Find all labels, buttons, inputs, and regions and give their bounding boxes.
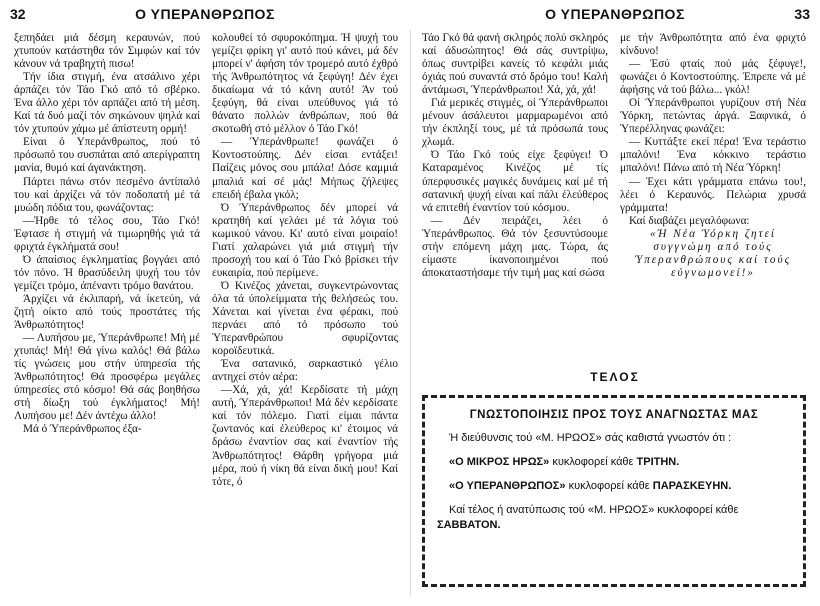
notice-line bbox=[437, 503, 791, 533]
paragraph: Πάρτει πάνω στόν πεσμένο άντίπαλό του καί άρχίζει νά τόν ποδοπατή μέ τά μυώδη πόδια του, φωνάζοντας: bbox=[14, 175, 200, 214]
notice-title: ΓΝΩΣΤΟΠΟΙΗΣΙΣ ΠΡΟΣ ΤΟΥΣ ΑΝΑΓΝΩΣΤΑΣ ΜΑΣ bbox=[469, 409, 759, 421]
paragraph: Ό Ύπεράνθρωπος δέν μπορεί νά κρατηθή καί γελάει μέ τά λόγια τού κωμικού νάνου. Κι' αυτό είναι μοιραίο! Γιατί χαλαρώνει γιά μιά στιγμή τήν προσοχή του καί ό Τάο Γκό βρίσκει τήν ευκαιρία, πού περίμενε. bbox=[212, 201, 398, 279]
paragraph: — Έχει κάτι γράμματα επάνω του!, λέει ό Κεραυνός. Πελώρια χρυσά γράμματα! bbox=[620, 175, 806, 214]
publication-day: ΠΑΡΑΣΚΕΥΗΝ. bbox=[652, 480, 732, 492]
paragraph: Ό Κινέζος χάνεται, συγκεντρώνοντας όλα τά ύπολείμματα τής θελήσεώς του. Χάνεται καί γίνεται ένα φέρακι, πού περνάει από τό πρόσωπο τού Ύπερανθρώπου σφυρίζοντας κοροϊδευτικά. bbox=[212, 279, 398, 358]
right-column-1 bbox=[422, 32, 608, 364]
paragraph: Τήν ίδια στιγμή, ένα ατσάλινο χέρι άρπάζει τόν Τάο Γκό από τό σβέρκο. Ένα άλλο χέρι τόν αρπάζει από τή μέση. Καί τά δυό μαζί τόν σηκώνουν ψηλά καί τόν χτυπούν χάμω μέ άπίστευτη ορμή! bbox=[14, 71, 200, 136]
left-column-2 bbox=[212, 32, 398, 489]
notice-line bbox=[437, 479, 791, 494]
paragraph: Ένα σατανικό, σαρκαστικό γέλιο αντηχεί στόν αέρα: bbox=[212, 358, 398, 384]
paragraph: κολουθεί τό σφυροκόπημα. Ή ψυχή του γεμίζει φρίκη γι' αυτό πού κάνει, μά δέν μπορεί ν' άφήση τόν τρομερό αυτό έχθρό τής Άνθρωπότητος νά ξεφύγη! Δέν έχει δικαίωμα νά τό κάνη αυτό! Άν τού ξεφύγη, θά είναι υπεύθυνος γιά τό θάνατο πολλών άνθρώπων, πού θά σκοτωθή στό μέλλον ό Τάο Γκό! bbox=[212, 32, 398, 136]
publication-day: ΤΡΙΤΗΝ. bbox=[636, 456, 680, 468]
paragraph: — Δέν πειράζει, λέει ό Ύπεράνθρωπος. Θά τόν ξεσυντύσουμε στήν επόμενη μάχη μας. Τώρα, άς είμαστε ίκανοποιημένοι πού άποκαταστήσαμε τήν τιμή μας καί σώσα bbox=[422, 214, 608, 279]
reader-notice-box bbox=[422, 395, 806, 587]
left-page-number: 32 bbox=[10, 6, 26, 22]
paragraph: Οί Ύπεράνθρωποι γυρίζουν στή Νέα Ύόρκη, πετώντας άργά. Ξαφνικά, ό Ύπερέλληνας φωνάζει: bbox=[620, 97, 806, 136]
right-page-number: 33 bbox=[794, 6, 810, 22]
notice-text: κυκλοφορεί κάθε bbox=[552, 456, 634, 468]
publication-title: «Ο ΜΙΚΡΟΣ ΗΡΩΣ» bbox=[449, 456, 550, 468]
paragraph: — Λυπήσου με, Ύπεράνθρωπε! Μή μέ χτυπάς! Μή! Θά γίνω καλός! Θά βάλω τίς γνώσεις μου στήν ύπηρεσία τής Άνθρωπότητος! Θά προσφέρω μεγάλες ύπηρεσίες στό κόσμο! Θά σάς βοηθήσω στή δίωξη τού έγκλήματος! Μή! Λυπήσου με! Δέν άντέχω άλλο! bbox=[14, 332, 200, 423]
balloon-message: «Ή Νέα Ύόρκη ζητεί συγγνώμη από τούς Ύπερανθρώπους καί τούς εύγνωμονεί!» bbox=[634, 227, 792, 279]
paragraph: Άρχίζει νά έκλιπαρή, νά ίκετεύη, νά ζητή οίκτο από τούς προστάτες τής Άνθρωπότητος! bbox=[14, 292, 200, 332]
end-mark: ΤΕΛΟΣ bbox=[590, 370, 640, 384]
left-running-title: Ο ΥΠΕΡΑΝΘΡΩΠΟΣ bbox=[135, 6, 275, 22]
notice-text: Καί τέλος ή ανατύπωσις τού «Μ. ΗΡΩΟΣ» κυκλοφορεί κάθε bbox=[449, 504, 739, 516]
notice-line: Ή διεύθυνσις τού «Μ. ΗΡΩΟΣ» σάς καθιστά γνωστόν ότι : bbox=[449, 432, 732, 444]
paragraph: Είναι ό Υπεράνθρωπος, πού τό πρόσωπό του συσπάται από απερίγραπτη μανία, θυμό καί άγανάκτηση. bbox=[14, 136, 200, 175]
notice-text: κυκλοφορεί κάθε bbox=[568, 480, 650, 492]
right-page bbox=[410, 0, 820, 606]
notice-line bbox=[437, 455, 791, 470]
paragraph: — Έσύ φταίς πού μάς ξέφυγε!, φωνάζει ό Κοντοστούπης. Έπρεπε νά μέ άφήσης νά τού βάλω... γκόλ! bbox=[620, 58, 806, 97]
paragraph: Μά ό Ύπεράνθρωπος έξα- bbox=[23, 423, 142, 436]
paragraph: ξεπηδάει μιά δέσμη κεραυνών, πού χτυπούν κατάστηθα τόν Σιμφών καί τόν κάνουν νά τραβηχτή πισω! bbox=[14, 32, 200, 71]
paragraph: —Χά, χά, χά! Κερδίσατε τή μάχη αυτή, Ύπεράνθρωποι! Μά δέν κερδίσατε καί τόν πόλεμο. Γιατί είμαι πάντα ζωντανός καί έλεύθερος κι' έτοιμος νά δράσω έναντίον σας καί έναντίον τής Άνθρωπότητος! Θάρθη γρήγορα μιά μέρα, πού ή νίκη θά είναι δική μου! Καί τότε, ό bbox=[212, 384, 398, 488]
paragraph: — Ύπεράνθρωπε! φωνάζει ό Κοντοστούπης. Δέν είσαι εντάξει! Παίζεις μόνος σου μπάλα! Δόσε καμμιά μπαλιά καί σέ μάς! Μήπως ζήλεψες επειδή έβαλα γκόλ; bbox=[212, 136, 398, 201]
paragraph: Ό Τάο Γκό τούς είχε ξεφύγει! Ό Καταραμένος Κινέζος μέ τίς ύπερφυσικές μαγικές δυνάμεις καί μέ τή σατανική ψυχή είναι καί πάλι έλεύθερος νά επιτεθή έναντίον τού κόσμου. bbox=[422, 149, 608, 214]
left-page-header bbox=[0, 6, 410, 26]
publication-day: ΣΑΒΒΑΤΟΝ. bbox=[437, 519, 501, 531]
left-column-1 bbox=[14, 32, 200, 436]
paragraph: — Κυττάξτε εκεί πέρα! Ένα τεράστιο μπαλόνι! Ένα κόκκινο τεράστιο μπαλόνι! Πάνω από τή Νέα Ύόρκη! bbox=[620, 136, 806, 175]
right-running-title: Ο ΥΠΕΡΑΝΘΡΩΠΟΣ bbox=[545, 6, 685, 22]
paragraph: Γιά μερικές στιγμές, οί Ύπεράνθρωποι μένουν άσάλευτοι μαρμαρωμένοι από τήν έκπληξί τους, μέ τά πρόσωπά τους χλωμά. bbox=[422, 97, 608, 149]
publication-title: «Ο ΥΠΕΡΑΝΘΡΩΠΟΣ» bbox=[449, 480, 566, 492]
right-page-header bbox=[410, 6, 820, 26]
paragraph: —Ήρθε τό τέλος σου, Τάο Γκό! Έφτασε ή στιγμή νά τιμωρηθής γιά τά φριχτά έγκλήματά σου! bbox=[14, 214, 200, 253]
right-column-2 bbox=[620, 32, 806, 364]
paragraph: Καί διαβάζει μεγαλόφωνα: bbox=[629, 214, 750, 227]
paragraph: με τήν Άνθρωπότητα από ένα φριχτό κίνδυνο! bbox=[620, 32, 806, 58]
paragraph: Ό άπαίσιος έγκληματίας βογγάει από τόν πόνο. Ή θρασύδειλη ψυχή του τόν γεμίζει τρόμο, άπέναντι τρόμο θανάτου. bbox=[14, 253, 200, 292]
paragraph: Τάο Γκό θά φανή σκληρός πολύ σκληρός καί άδυσώπητος! Θά σάς συντρίψω, όπως συντρίβει κανείς τό κεφάλι μιάς όχιάς πού συναντά στό δρόμο του! Καλή άντάμωσι, Ύπεράνθρωποι! Χά, χά, χά! bbox=[422, 32, 608, 97]
